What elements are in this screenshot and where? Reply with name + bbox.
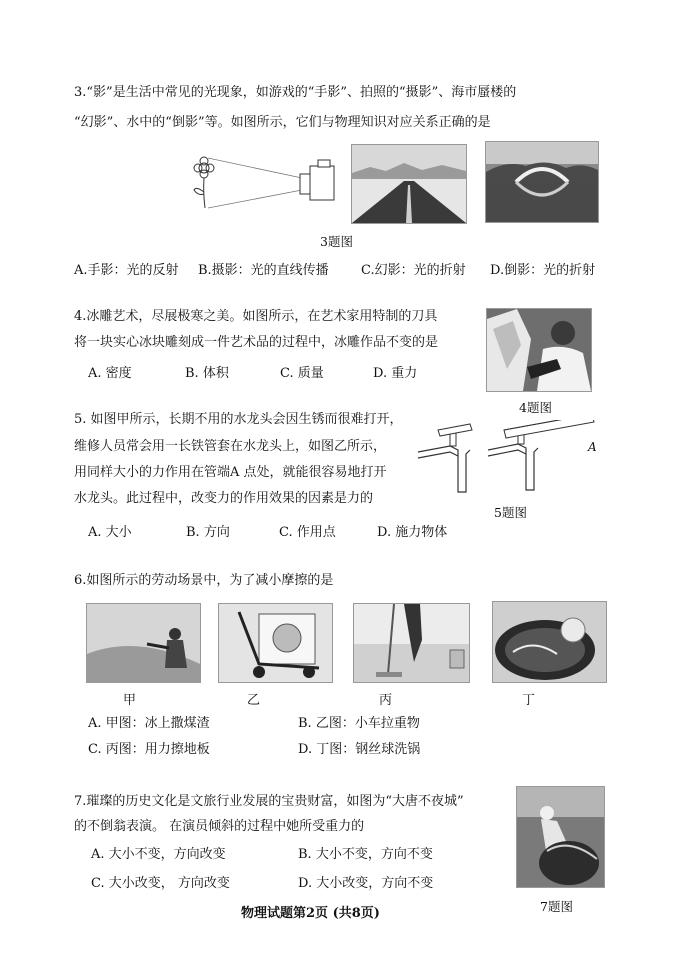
q6-option-c: C. 丙图：用力擦地板 (88, 742, 210, 757)
q4-stem-line1: 4.冰雕艺术，尽展极寒之美。如图所示，在艺术家用特制的刀具 (74, 309, 438, 324)
q5-stem-line3: 用同样大小的力作用在管端A 点处，就能很容易地打开 (74, 465, 387, 480)
q3-option-d: D.倒影：光的折射 (490, 263, 596, 278)
q6-photo-jia (86, 603, 201, 683)
q6-stem-line1: 6.如图所示的劳动场景中，为了减小摩擦的是 (74, 573, 334, 588)
q6-photo-ding (492, 601, 607, 683)
q6-photo-bing (353, 603, 470, 683)
q3-option-c: C.幻影：光的折射 (361, 263, 466, 278)
q6-label-ding: 丁 (522, 693, 536, 708)
q6-label-jia: 甲 (123, 693, 137, 708)
q3-road-photo (351, 144, 467, 224)
q3-shadow-diagram (190, 152, 340, 214)
q7-option-c: C. 大小改变， 方向改变 (91, 876, 230, 891)
q6-photo-yi (218, 603, 333, 683)
q7-caption: 7题图 (540, 899, 573, 914)
q7-stem-line1: 7.璀璨的历史文化是文旅行业发展的宝贵财富，如图为“大唐不夜城” (74, 794, 464, 809)
q5-option-b: B. 方向 (186, 525, 230, 540)
q6-option-a: A. 甲图：冰上撒煤渣 (88, 716, 210, 731)
q6-option-b: B. 乙图：小车拉重物 (298, 716, 420, 731)
q3-stem-line2: “幻影”、水中的“倒影”等。如图所示，它们与物理知识对应关系正确的是 (74, 115, 491, 130)
q5-caption: 5题图 (494, 505, 527, 520)
q7-option-d: D. 大小改变，方向不变 (298, 876, 434, 891)
q4-option-d: D. 重力 (373, 366, 418, 381)
q4-option-b: B. 体积 (185, 366, 229, 381)
q5-stem-line1: 5. 如图甲所示，长期不用的水龙头会因生锈而很难打开， (74, 412, 403, 427)
q6-option-d: D. 丁图：钢丝球洗锅 (298, 742, 421, 757)
page-footer: 物理试题第2页 (共8页) (241, 906, 380, 921)
q7-option-b: B. 大小不变，方向不变 (298, 847, 433, 862)
q7-stem-line2: 的不倒翁表演。 在演员倾斜的过程中她所受重力的 (74, 819, 365, 834)
q4-caption: 4题图 (519, 400, 552, 415)
q5-option-c: C. 作用点 (279, 525, 336, 540)
faucet-drawing (414, 420, 604, 500)
q5-stem-line2: 维修人员常会用一长铁管套在水龙头上，如图乙所示， (74, 439, 387, 454)
q4-stem-line2: 将一块实心冰块雕刻成一件艺术品的过程中，冰雕作品不变的是 (74, 335, 439, 350)
q5-point-a-label: A (588, 440, 597, 454)
q3-option-a: A.手影：光的反射 (74, 263, 179, 278)
q4-ice-sculpture-photo (486, 308, 592, 392)
q3-stem-line1: 3.“影”是生活中常见的光现象，如游戏的“手影”、拍照的“摄影”、海市蜃楼的 (74, 85, 517, 100)
q5-faucet-diagram (414, 420, 604, 500)
q5-stem-line4: 水龙头。此过程中，改变力的作用效果的因素是力的 (74, 491, 374, 506)
q3-caption: 3题图 (320, 234, 353, 249)
flower-camera-drawing (190, 152, 340, 214)
q4-option-c: C. 质量 (280, 366, 324, 381)
q3-bridge-reflection-photo (485, 141, 599, 223)
q4-option-a: A. 密度 (88, 366, 132, 381)
q5-option-d: D. 施力物体 (377, 525, 448, 540)
q6-label-yi: 乙 (247, 693, 261, 708)
q7-option-a: A. 大小不变，方向改变 (91, 847, 226, 862)
q3-option-b: B.摄影：光的直线传播 (198, 263, 329, 278)
q7-tumbler-performance-photo (516, 786, 605, 888)
q5-option-a: A. 大小 (88, 525, 132, 540)
q6-label-bing: 丙 (379, 693, 393, 708)
